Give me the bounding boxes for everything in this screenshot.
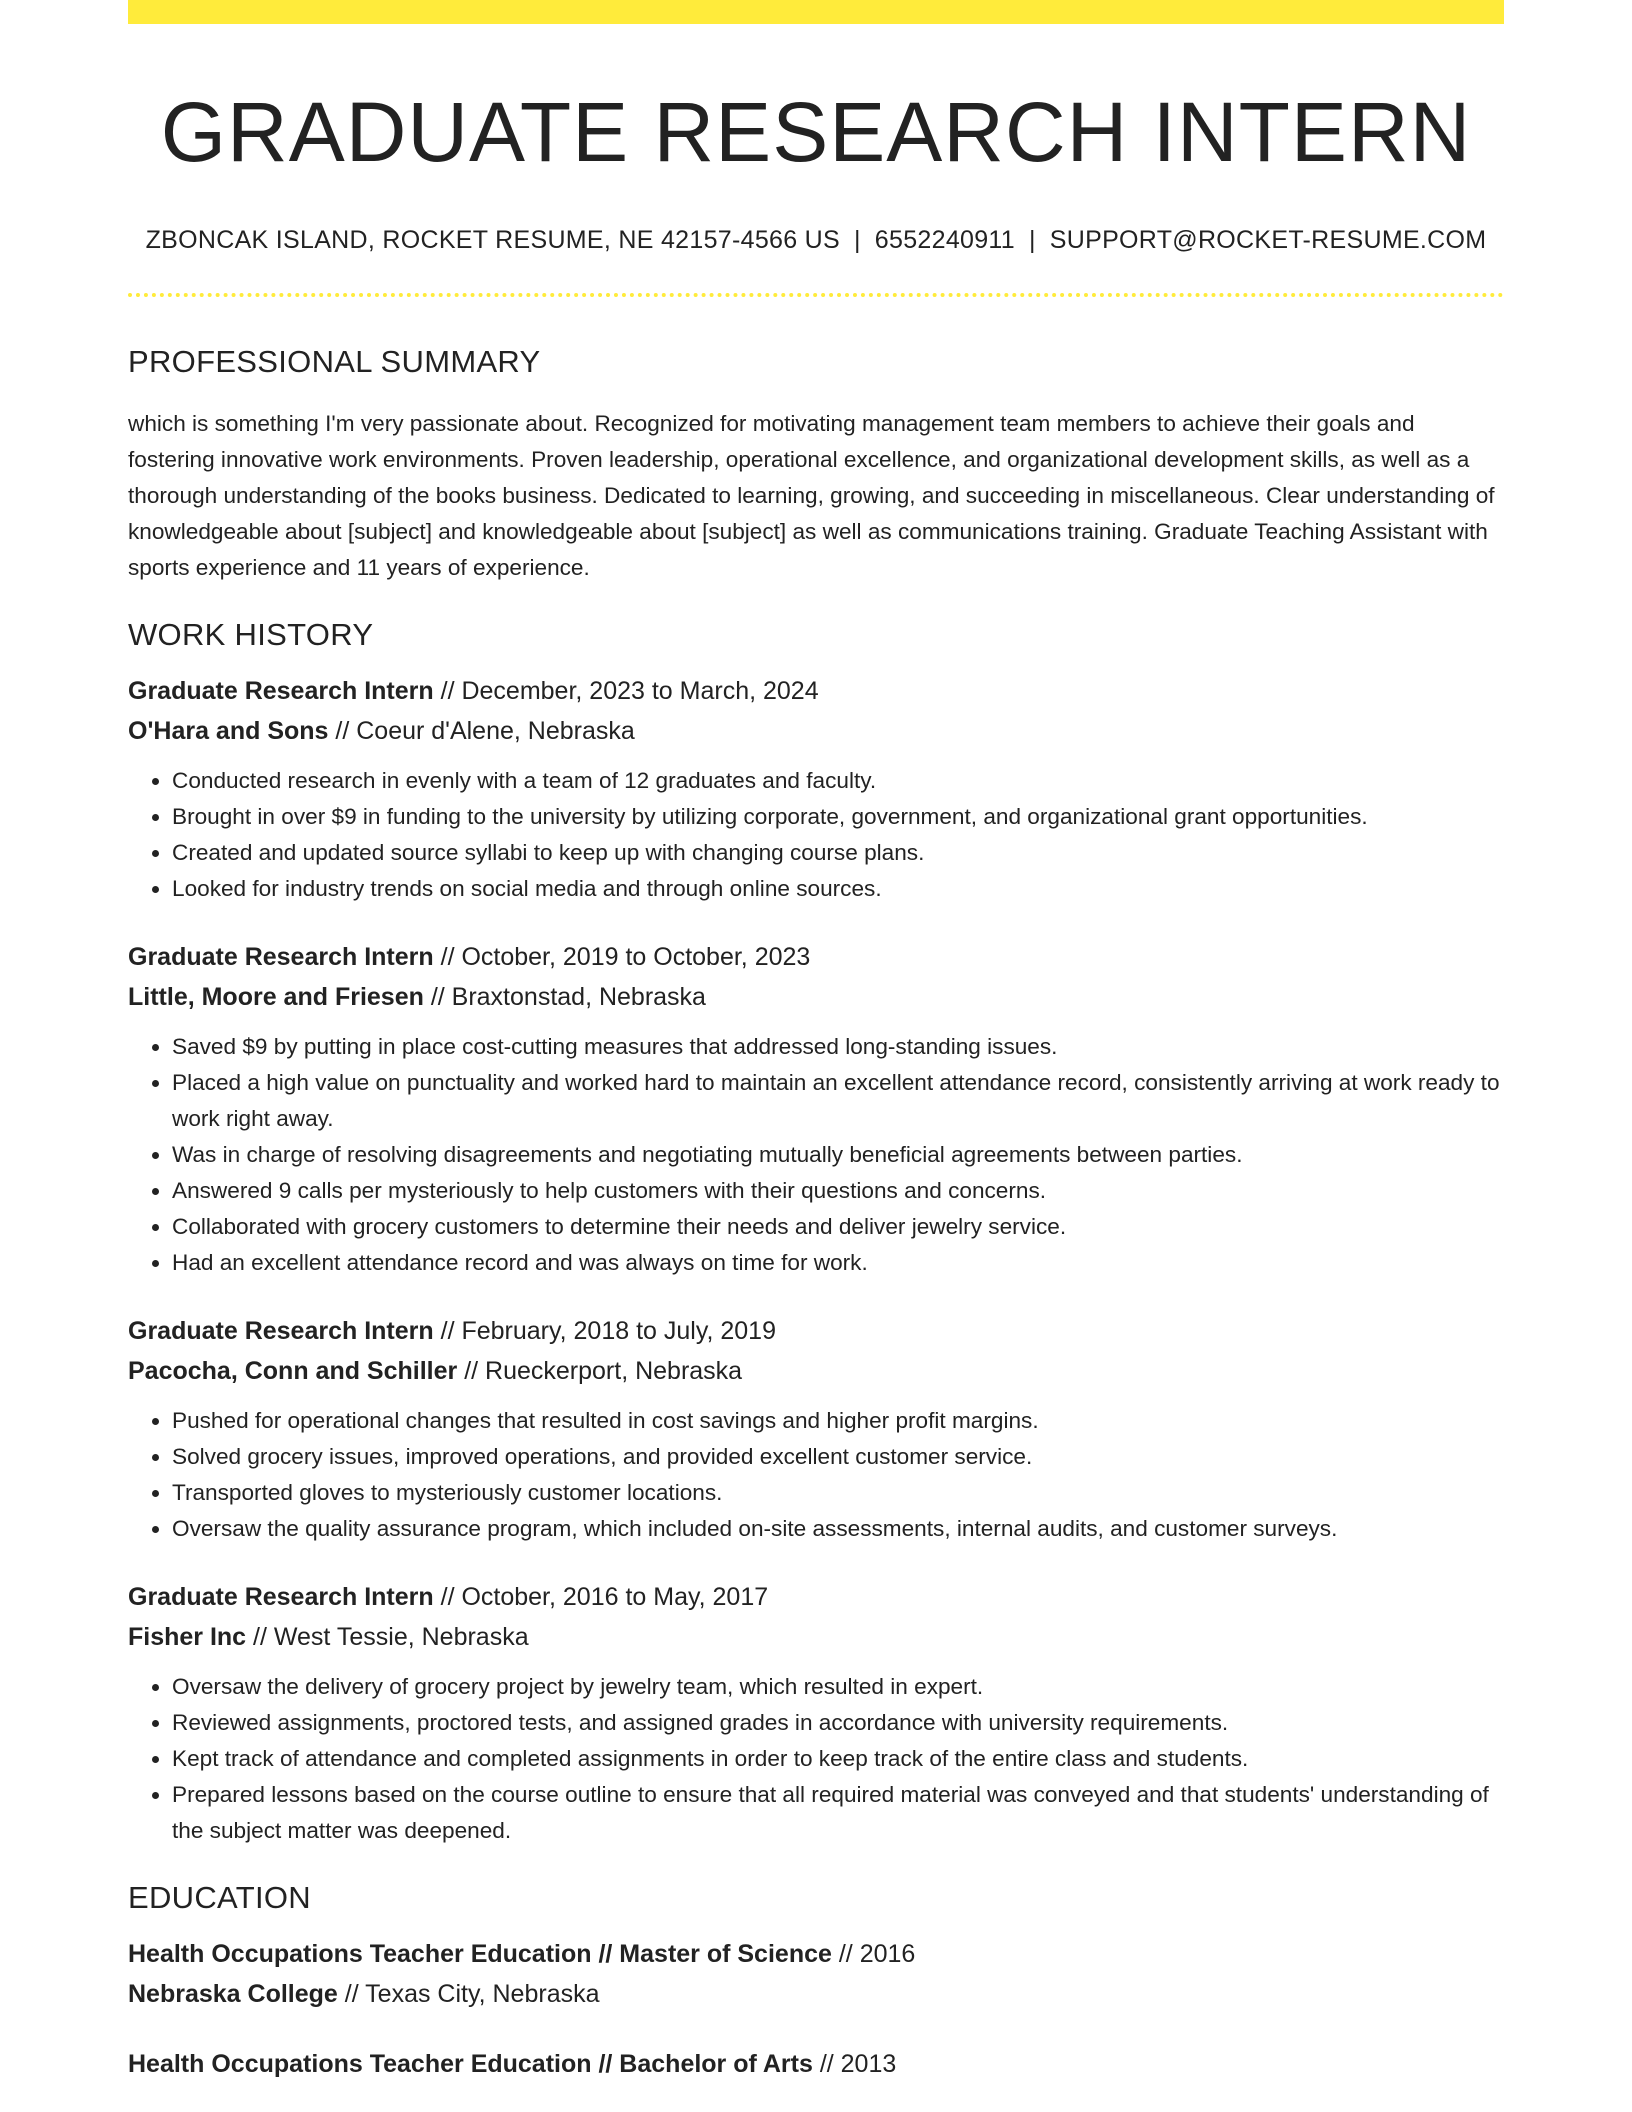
job-bullet: • Transported gloves to mysteriously customer locations.	[172, 1475, 1504, 1511]
job-title-line	[128, 1311, 1504, 1351]
resume-page	[128, 0, 1504, 2084]
job-location: // Coeur d'Alene, Nebraska	[328, 717, 635, 746]
education-heading: EDUCATION	[128, 1880, 311, 1916]
education-school: Nebraska College	[128, 1980, 338, 2009]
job-company-line	[128, 711, 1504, 751]
job-company: O'Hara and Sons	[128, 717, 329, 746]
job-bullet: • Prepared lessons based on the course outline to ensure that all required material was conveyed and that students' understanding of the subject matter was deepened.	[172, 1777, 1504, 1849]
job-bullet: • Saved $9 by putting in place cost-cutting measures that addressed long-standing issues.	[172, 1029, 1504, 1065]
job-bullet: • Brought in over $9 in funding to the university by utilizing corporate, government, and organizational grant opportunities.	[172, 799, 1504, 835]
job-bullet: • Placed a high value on punctuality and worked hard to maintain an excellent attendance record, consistently arriving at work ready to work right away.	[172, 1065, 1504, 1137]
job-bullet: • Kept track of attendance and completed assignments in order to keep track of the entire class and students.	[172, 1741, 1504, 1777]
job-bullet: • Reviewed assignments, proctored tests, and assigned grades in accordance with university requirements.	[172, 1705, 1504, 1741]
job-bullet: • Collaborated with grocery customers to determine their needs and deliver jewelry service.	[172, 1209, 1504, 1245]
job-bullet: • Answered 9 calls per mysteriously to help customers with their questions and concerns.	[172, 1173, 1504, 1209]
job-title: Graduate Research Intern	[128, 1583, 434, 1612]
job-entry	[128, 1311, 1504, 1547]
job-company: Pacocha, Conn and Schiller	[128, 1357, 458, 1386]
education-year: // 2016	[831, 1940, 916, 1969]
job-entry	[128, 937, 1504, 1281]
job-bullet: • Looked for industry trends on social media and through online sources.	[172, 871, 1504, 907]
job-dates: // October, 2019 to October, 2023	[433, 943, 811, 972]
job-title: Graduate Research Intern	[128, 943, 434, 972]
job-company: Fisher Inc	[128, 1623, 247, 1652]
contact-separator: |	[854, 225, 861, 254]
job-bullet-list	[128, 1029, 1504, 1281]
job-bullet: • Oversaw the delivery of grocery project by jewelry team, which resulted in expert.	[172, 1669, 1504, 1705]
job-company-line	[128, 977, 1504, 1017]
job-dates: // October, 2016 to May, 2017	[433, 1583, 769, 1612]
education-degree: Health Occupations Teacher Education // Bachelor of Arts	[128, 2050, 813, 2079]
job-bullet-list	[128, 763, 1504, 907]
accent-top-bar	[128, 0, 1504, 24]
contact-separator: |	[1028, 225, 1036, 254]
job-company: Little, Moore and Friesen	[128, 983, 424, 1012]
education-entry	[128, 1934, 1504, 2014]
job-bullet: • Created and updated source syllabi to keep up with changing course plans.	[172, 835, 1504, 871]
job-bullet: • Pushed for operational changes that resulted in cost savings and higher profit margins.	[172, 1403, 1504, 1439]
job-title-line	[128, 671, 1504, 711]
contact-line	[128, 225, 1504, 255]
contact-email: SUPPORT@ROCKET-RESUME.COM	[1049, 225, 1487, 254]
job-location: // Braxtonstad, Nebraska	[423, 983, 706, 1012]
job-entry	[128, 671, 1504, 907]
job-company-line	[128, 1617, 1504, 1657]
contact-phone: 6552240911	[874, 225, 1015, 254]
summary-text: which is something I'm very passionate about. Recognized for motivating management team members to achieve their goals and fostering innovative work environments. Proven leadership, operational excellence, and organizational development skills, as well as a thorough understanding of the books business. Dedicated to learning, growing, and succeeding in miscellaneous. Clear understanding of knowledgeable about [subject] and knowledgeable about [subject] as well as communications training. Graduate Teaching Assistant with sports experience and 11 years of experience.	[128, 410, 1495, 580]
job-bullet: • Oversaw the quality assurance program, which included on-site assessments, internal audits, and customer surveys.	[172, 1511, 1504, 1547]
job-company-line	[128, 1351, 1504, 1391]
resume-title: GRADUATE RESEARCH INTERN	[160, 85, 1472, 179]
job-bullet: • Conducted research in evenly with a team of 12 graduates and faculty.	[172, 763, 1504, 799]
job-location: // Rueckerport, Nebraska	[457, 1357, 743, 1386]
education-school-line	[128, 1974, 1504, 2014]
job-bullet-list	[128, 1403, 1504, 1547]
job-location: // West Tessie, Nebraska	[246, 1623, 529, 1652]
education-year: // 2013	[812, 2050, 897, 2079]
job-title-line	[128, 937, 1504, 977]
education-entry	[128, 2044, 1504, 2084]
job-bullet: • Had an excellent attendance record and was always on time for work.	[172, 1245, 1504, 1281]
contact-address: ZBONCAK ISLAND, ROCKET RESUME, NE 42157-4566 US	[145, 225, 840, 254]
job-title: Graduate Research Intern	[128, 1317, 434, 1346]
job-title: Graduate Research Intern	[128, 677, 434, 706]
work-history-heading: WORK HISTORY	[128, 616, 374, 652]
job-bullet: • Was in charge of resolving disagreements and negotiating mutually beneficial agreements between parties.	[172, 1137, 1504, 1173]
job-title-line	[128, 1577, 1504, 1617]
education-location: // Texas City, Nebraska	[337, 1980, 600, 2009]
job-dates: // December, 2023 to March, 2024	[433, 677, 819, 706]
dotted-divider	[128, 293, 1504, 297]
education-degree: Health Occupations Teacher Education // Master of Science	[128, 1940, 832, 1969]
education-degree-line	[128, 2044, 1504, 2084]
job-bullet-list	[128, 1669, 1504, 1849]
job-bullet: • Solved grocery issues, improved operations, and provided excellent customer service.	[172, 1439, 1504, 1475]
job-dates: // February, 2018 to July, 2019	[433, 1317, 776, 1346]
job-entry	[128, 1577, 1504, 1849]
education-degree-line	[128, 1934, 1504, 1974]
summary-heading: PROFESSIONAL SUMMARY	[128, 343, 541, 379]
